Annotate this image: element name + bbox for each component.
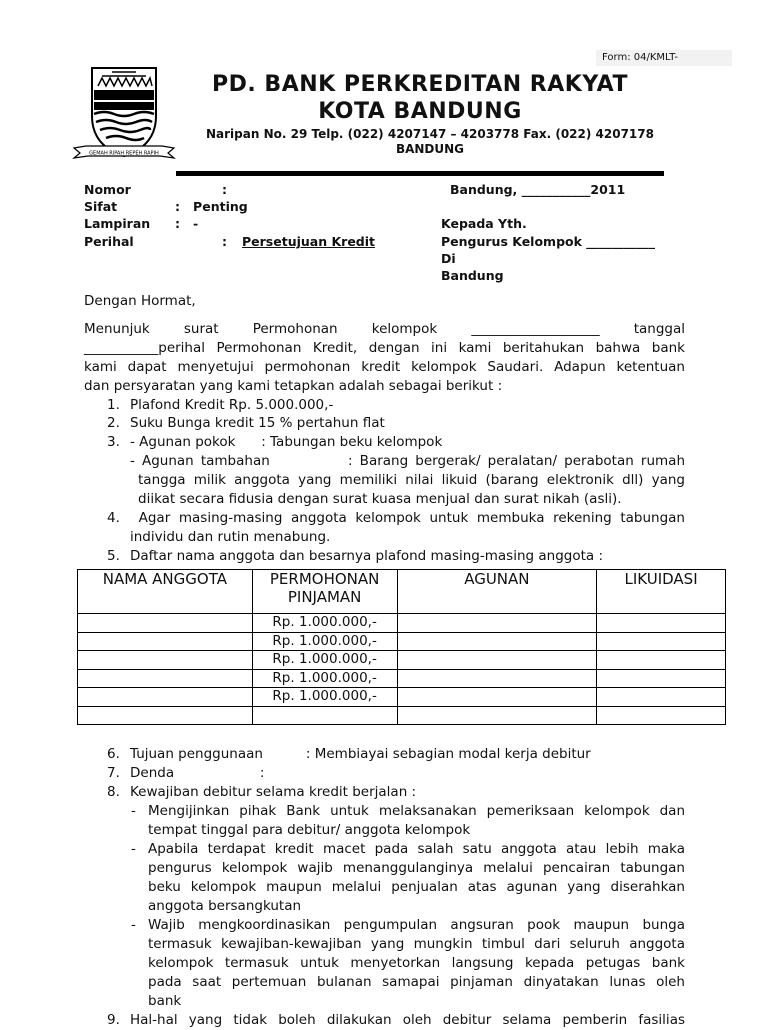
- term-1-number: 1.: [107, 397, 120, 413]
- term-7-denda: Denda :: [130, 765, 265, 781]
- term-6-tujuan: Tujuan penggunaan : Membiayai sebagian modal kerja debitur: [130, 746, 591, 762]
- cell-nama: [78, 614, 253, 633]
- intro-line-2: ___________perihal Permohonan Kredit, dengan ini kami beritahukan bahwa bank: [84, 340, 685, 356]
- term-3-agunan-tambahan-1: - Agunan tambahan : Barang bergerak/ peralatan/ perabotan rumah: [130, 453, 685, 469]
- cell-agunan: [397, 651, 597, 670]
- intro-line-1: Menunjuk surat Permohonan kelompok ___________________ tanggal: [84, 321, 685, 337]
- term-9-number: 9.: [107, 1012, 120, 1028]
- intro-line-3: kami dapat menyetujui permohonan kredit kelompok Saudari. Adapun ketentuan: [84, 359, 685, 375]
- cell-nama: [78, 688, 253, 707]
- col-header-pinjaman: PERMOHONAN PINJAMAN: [252, 570, 397, 614]
- kewajiban-3-line-2: termasuk kewajiban-kewajiban yang mungkin timbul dari seluruh anggota: [148, 936, 685, 952]
- kewajiban-2-line-4: anggota bersangkutan: [148, 898, 302, 914]
- cell-agunan: [397, 706, 597, 725]
- col-header-likuidasi: LIKUIDASI: [597, 570, 726, 614]
- perihal-value: Persetujuan Kredit: [242, 234, 376, 249]
- cell-pinjaman: [252, 706, 397, 725]
- term-4-line-1: Agar masing-masing anggota kelompok untuk membuka rekening tabungan: [130, 510, 685, 526]
- term-1-plafond: Plafond Kredit Rp. 5.000.000,-: [130, 397, 334, 413]
- perihal-colon: :: [222, 234, 227, 249]
- term-6-number: 6.: [107, 746, 120, 762]
- bullet-dash: -: [131, 803, 136, 819]
- cell-nama: [78, 651, 253, 670]
- kewajiban-3-line-4: pada saat pertemuan bulanan samapai pinjaman dinyatakan lunas oleh: [148, 974, 685, 990]
- kewajiban-1-line-1: Mengijinkan pihak Bank untuk melaksanakan pemeriksaan kelompok dan: [148, 803, 685, 819]
- cell-likuidasi: [597, 706, 726, 725]
- table-header-row: [78, 570, 726, 614]
- recipient-city: Bandung: [441, 268, 504, 283]
- bank-address: Naripan No. 29 Telp. (022) 4207147 – 4203778 Fax. (022) 4207178: [206, 127, 654, 141]
- term-3-agunan-pokok: - Agunan pokok : Tabungan beku kelompok: [130, 434, 443, 450]
- sifat-value: : Penting: [175, 199, 248, 214]
- kewajiban-1-line-2: tempat tinggal para debitur/ anggota kelompok: [148, 822, 471, 838]
- recipient-kepada: Kepada Yth.: [441, 216, 527, 231]
- bullet-dash: -: [131, 841, 136, 857]
- term-5-number: 5.: [107, 548, 120, 564]
- term-3-number: 3.: [107, 434, 120, 450]
- kewajiban-2-line-1: Apabila terdapat kredit macet pada salah satu anggota atau lebih maka: [148, 841, 685, 857]
- greeting: Dengan Hormat,: [84, 293, 196, 309]
- cell-pinjaman: Rp. 1.000.000,-: [252, 614, 397, 633]
- cell-nama: [78, 669, 253, 688]
- lampiran-label: Lampiran: [84, 216, 151, 231]
- sifat-label: Sifat: [84, 199, 118, 214]
- term-7-number: 7.: [107, 765, 120, 781]
- perihal-label: Perihal: [84, 234, 134, 249]
- cell-pinjaman: Rp. 1.000.000,-: [252, 688, 397, 707]
- cell-agunan: [397, 632, 597, 651]
- date-line: Bandung, ___________2011: [450, 182, 626, 197]
- cell-pinjaman: Rp. 1.000.000,-: [252, 669, 397, 688]
- bank-name-line2: KOTA BANDUNG: [318, 99, 522, 124]
- cell-nama: [78, 706, 253, 725]
- table-row: [78, 632, 726, 651]
- table-row: [78, 669, 726, 688]
- cell-likuidasi: [597, 632, 726, 651]
- term-4-line-2: individu dan rutin menabung.: [130, 529, 331, 545]
- svg-text:GEMAH RIPAH REPEH RAPIH: GEMAH RIPAH REPEH RAPIH: [89, 150, 159, 157]
- term-8-kewajiban: Kewajiban debitur selama kredit berjalan :: [130, 784, 417, 800]
- col-header-nama: NAMA ANGGOTA: [78, 570, 253, 614]
- term-3-agunan-tambahan-3: diikat secara fidusia dengan surat kuasa menjual dan surat nikah (asli).: [138, 491, 622, 507]
- cell-agunan: [397, 688, 597, 707]
- cell-agunan: [397, 669, 597, 688]
- term-5-text: Daftar nama anggota dan besarnya plafond masing-masing anggota :: [130, 548, 603, 564]
- kewajiban-2-line-3: beku kelompok maupun melalui penjualan atas agunan yang diserahkan: [148, 879, 685, 895]
- table-row: [78, 651, 726, 670]
- letterhead-divider: [176, 171, 664, 176]
- nomor-label: Nomor: [84, 182, 131, 197]
- cell-agunan: [397, 614, 597, 633]
- cell-likuidasi: [597, 651, 726, 670]
- bullet-dash: -: [131, 917, 136, 933]
- table-row: [78, 706, 726, 725]
- cell-pinjaman: Rp. 1.000.000,-: [252, 632, 397, 651]
- cell-likuidasi: [597, 614, 726, 633]
- kewajiban-3-line-5: bank: [148, 993, 182, 1009]
- recipient-di: Di: [441, 251, 456, 266]
- lampiran-value: : -: [175, 216, 199, 231]
- form-number: Form: 04/KMLT-: [596, 50, 732, 66]
- bank-city: BANDUNG: [395, 142, 465, 156]
- term-4-number: 4.: [107, 510, 120, 526]
- cell-nama: [78, 632, 253, 651]
- recipient-pengurus: Pengurus Kelompok ___________: [441, 234, 656, 249]
- term-2-interest: Suku Bunga kredit 15 % pertahun flat: [130, 415, 385, 431]
- kewajiban-2-line-2: pengurus kelompok wajib menanggulanginya melalui pencairan tabungan: [148, 860, 685, 876]
- table-row: [78, 688, 726, 707]
- term-9-larangan: Hal-hal yang tidak boleh dilakukan oleh debitur selama pemberin fasilias: [130, 1012, 685, 1028]
- member-plafond-table: [77, 569, 726, 725]
- term-2-number: 2.: [107, 415, 120, 431]
- intro-line-4: dan persyaratan yang kami tetapkan adalah sebagai berikut :: [84, 378, 503, 394]
- col-header-agunan: AGUNAN: [397, 570, 597, 614]
- bank-name-line1: PD. BANK PERKREDITAN RAKYAT: [212, 72, 628, 97]
- term-8-number: 8.: [107, 784, 120, 800]
- table-row: [78, 614, 726, 633]
- term-3-agunan-tambahan-2: tangga milik anggota yang memiliki nilai likuid (barang elektronik dll) yang: [138, 472, 685, 488]
- nomor-colon: :: [222, 182, 227, 197]
- cell-pinjaman: Rp. 1.000.000,-: [252, 651, 397, 670]
- cell-likuidasi: [597, 669, 726, 688]
- cell-likuidasi: [597, 688, 726, 707]
- kewajiban-3-line-1: Wajib mengkoordinasikan pengumpulan angsuran pook maupun bunga: [148, 917, 685, 933]
- kewajiban-3-line-3: kelompok termasuk untuk menyetorkan langsung kepada petugas bank: [148, 955, 685, 971]
